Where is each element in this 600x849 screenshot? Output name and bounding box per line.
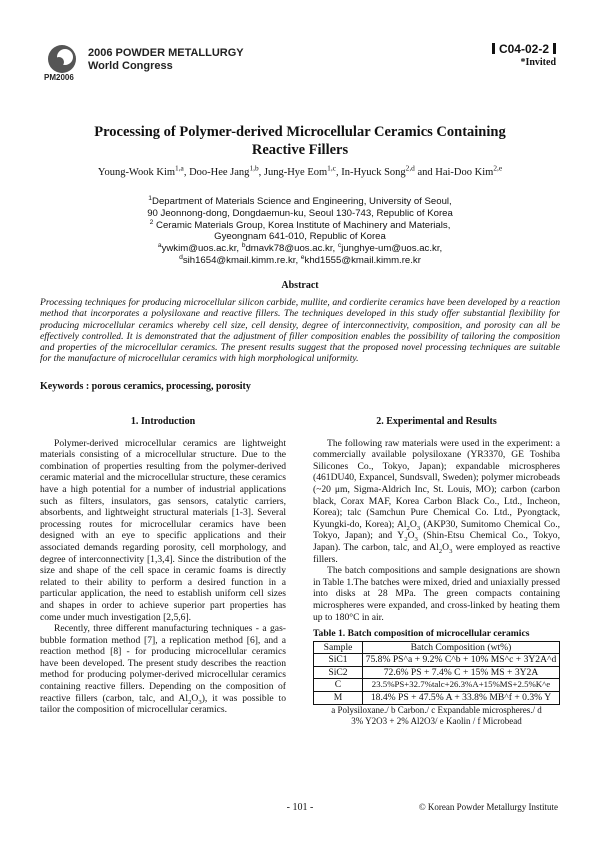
table-note-line: a Polysiloxane./ b Carbon./ c Expandable microspheres./ d xyxy=(331,704,542,715)
table-row xyxy=(314,654,560,667)
table-header: Sample xyxy=(314,641,363,654)
affiliation-line: $^2$ Ceramic Materials Group, Korea Institute of Machinery and Materials, xyxy=(149,218,451,231)
introduction-column xyxy=(40,416,286,716)
section-heading-experimental: 2. Experimental and Results xyxy=(376,416,497,427)
table-cell: 75.8% PS^a + 9.2% C^b + 10% MS^c + 3Y2A^d xyxy=(363,654,560,667)
author: Doo-Hee Jang$^{1,b}$, xyxy=(189,163,264,178)
title-line2: Reactive Fillers xyxy=(251,142,349,158)
paper-code-block xyxy=(492,42,556,68)
title-line1: Processing of Polymer-derived Microcellular Ceramics Containing xyxy=(94,124,506,140)
email-line: $^d$sih1654@kmail.kimm.re.kr, $^e$khd1555@kmail.kimm.re.kr xyxy=(179,253,421,266)
table-cell: C xyxy=(314,679,363,692)
table-cell: 72.6% PS + 7.4% C + 15% MS + 3Y2A xyxy=(363,666,560,679)
conference-line1: 2006 POWDER METALLURGY xyxy=(88,47,244,59)
section-heading-introduction: 1. Introduction xyxy=(130,416,196,427)
conference-name xyxy=(88,47,244,73)
author: In-Hyuck Song$^{2,d}$ and xyxy=(341,163,436,178)
experimental-column xyxy=(313,416,560,727)
paragraph: Recently, three different manufacturing techniques - a gas-bubble formation method [7], a replication method [6], and a reaction method [8] - for producing microcellular ceramics have been developed. The present study describes the reaction method for producing polymer-derived microcellular ceramics containing reactive fillers. Depending on the composition of reactive fillers (carbon, talc, and $Al_2O_3$), it was possible to tailor the composition of microcellular ceramics. xyxy=(40,623,286,716)
logo-text: PM2006 xyxy=(44,73,74,82)
affiliation-line: Gyeongnam 641-010, Republic of Korea xyxy=(214,231,386,243)
page-number: - 101 - xyxy=(286,802,314,813)
table-note-line: 3% Y2O3 + 2% Al2O3/ e Kaolin / f Microbead xyxy=(351,715,522,726)
paragraph: The following raw materials were used in the experiment: a commercially available polysiloxane (YR3370, GE Toshiba Silicones Co., Tokyo, Japan); expandable microspheres (461DU40, Expancel, Sundsvall, Sweden); polymer microbeads (~20 μm, Sigma-Aldrich Inc, St. Louis, MO); carbon (carbon black, Corax MAF, Korea Carbon Black Co., Ltd., Incheon, Korea); talc (Samchun Pure Chemical Co. Ltd., Pyongtack, Kyungki-do, Korea); $Al_2O_3$ (AKP30, Sumitomo Chemical Co., Tokyo, Japan); and $Y_2O_3$ (Shin-Etsu Chemical Co., Tokyo, Japan). The carbon, talc, and $Al_2O_3$ were employed as reactive fillers. xyxy=(313,437,560,565)
table-caption: Table 1. Batch composition of microcellular ceramics xyxy=(313,628,530,640)
affiliations xyxy=(40,196,560,267)
table-header-row xyxy=(314,641,560,654)
table-cell: M xyxy=(314,692,363,705)
affiliation-line: $^1$Department of Materials Science and Engineering, University of Seoul, xyxy=(148,194,452,207)
abstract-text: Processing techniques for producing microcellular silicon carbide, mullite, and cordierite ceramics have been developed by a reaction method that incorporates a polysiloxane and reactive fillers. The techniques developed in this study offer substantial flexibility for producing microcellular ceramics whereby cell size, cell density, degree of interconnectivity, composition, and porosity can all be effectively controlled. It is demonstrated that the adjustment of filler composition enables the possibility of tailoring the composition and properties of the microcellular ceramics. The present results suggest that the proposed novel processing techniques are suitable for the manufacture of microcellular ceramics with high morphological uniformity. xyxy=(40,297,560,365)
author: Young-Wook Kim$^{1,a}$, xyxy=(97,163,190,178)
composition-table xyxy=(313,641,560,705)
author-list xyxy=(40,163,560,178)
copyright: © Korean Powder Metallurgy Institute xyxy=(418,802,558,812)
paragraph: The batch compositions and sample designations are shown in Table 1.The batches were mixed, dried and uniaxially pressed into disks at 28 MPa. The green compacts containing microspheres were expanded, and cross-linked by heating them up to 180°C in air. xyxy=(313,565,560,623)
table-cell: SiC2 xyxy=(314,666,363,679)
abstract-heading: Abstract xyxy=(281,280,319,291)
table-row xyxy=(314,666,560,679)
table-cell: 23.5%PS+32.7%talc+26.3%A+15%MS+2.5%K^e xyxy=(363,679,560,692)
keywords: Keywords : porous ceramics, processing, porosity xyxy=(40,381,251,392)
table-cell: SiC1 xyxy=(314,654,363,667)
table-row xyxy=(314,692,560,705)
paper-type: *Invited xyxy=(520,57,556,68)
author: Hai-Doo Kim$^{2,e}$ xyxy=(435,163,503,178)
table-row xyxy=(314,679,560,692)
table-note xyxy=(313,705,560,727)
paper-title xyxy=(40,123,560,159)
table-header: Batch Composition (wt%) xyxy=(363,641,560,654)
email-line: $^a$ywkim@uos.ac.kr, $^b$dmavk78@uos.ac.kr, $^c$junghye-um@uos.ac.kr, xyxy=(157,242,443,255)
paragraph: Polymer-derived microcellular ceramics are lightweight materials consisting of a microcellular structure. Due to the combination of properties resulting from the polymer-derived ceramic material and the microcellular structure, these ceramics have a high potential for a number of industrial applications such as filters, insulators, gas sensors, catalytic carriers, absorbents, and lightweight structural materials [1-3]. Several processing routes for microcellular ceramics have been designed with an eye to specific applications and their associated demands regarding porosity, cell morphology, and degree of interconnectivity [1,3,4]. Since the distribution of the size and shape of the cell space in ceramic foams is directly related to their ability to perform a desired function in a particular application, the need to establish uniform cell sizes and shapes in order to achieve superior part properties has come under much investigation [2,5,6]. xyxy=(40,437,286,623)
author: Jung-Hye Eom$^{1,c}$, xyxy=(263,163,342,178)
paper-code: C04-02-2 xyxy=(492,42,556,56)
conference-line2: World Congress xyxy=(88,60,173,72)
affiliation-line: 90 Jeonnong-dong, Dongdaemun-ku, Seoul 130-743, Republic of Korea xyxy=(147,207,453,219)
table-cell: 18.4% PS + 47.5% A + 33.8% MB^f + 0.3% Y xyxy=(363,692,560,705)
